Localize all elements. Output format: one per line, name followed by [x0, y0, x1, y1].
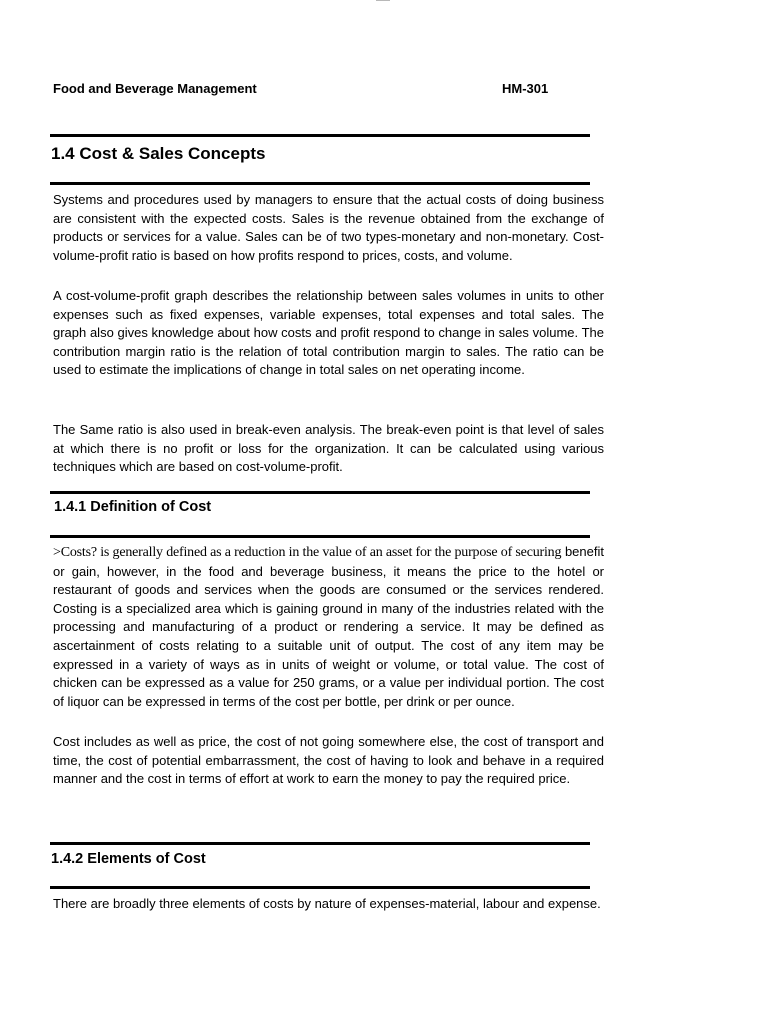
definition-body-text: benefit or gain, however, in the food and beverage business, it means the price to the hotel or restaurant of goods and services when the goods are consumed or the services rendered. Costing is a specialized area which is gaining ground in many of the industries related with the processing and manufacturing of a product or rendering a service. It may be defined as ascertainment of costs relating to a suitable unit of output. The cost of any item may be expressed in a variety of ways as in units of weight or volume, or total value. The cost of chicken can be expressed as a value for 250 grams, or a value per individual portion. The cost of liquor can be expressed in terms of the cost per bottle, per drink or per ounce.	[53, 544, 604, 709]
definition-lead-text: >Costs? is generally defined as a reduction in the value of an asset for the purpose of securing	[53, 545, 562, 560]
subsection-1-heading: 1.4.1 Definition of Cost	[54, 499, 212, 515]
top-page-mark	[376, 0, 390, 1]
subsection-1-rule-bottom	[50, 535, 590, 538]
section-paragraph-3: The Same ratio is also used in break-even analysis. The break-even point is that level of sales at which there is no profit or loss for the organization. It can be calculated using various techniques which are based on cost-volume-profit.	[53, 422, 604, 475]
course-code: HM-301	[502, 81, 549, 96]
section-paragraph-2: A cost-volume-profit graph describes the relationship between sales volumes in units to other expenses such as fixed expenses, variable expenses, total expenses and total sales. The graph also gives knowledge about how costs and profit respond to change in sales volume. The contribution margin ratio is the relation of total contribution margin to sales. The ratio can be used to estimate the implications of change in total sales on net operating income.	[53, 288, 604, 378]
subsection-2-rule-bottom	[50, 886, 590, 889]
subsection-1-paragraph-2: Cost includes as well as price, the cost of not going somewhere else, the cost of transport and time, the cost of potential embarrassment, the cost of having to look and behave in a required manner and the cost in terms of effort at work to earn the money to pay the required price.	[53, 734, 604, 787]
subsection-2-rule-top	[50, 842, 590, 845]
subsection-2-paragraph-1: There are broadly three elements of costs by nature of expenses-material, labour and expense.	[53, 896, 601, 911]
section-rule-top	[50, 134, 590, 137]
subsection-1-rule-top	[50, 491, 590, 494]
subsection-1-paragraph-1	[53, 543, 604, 711]
section-rule-bottom	[50, 182, 590, 185]
section-paragraph-1: Systems and procedures used by managers to ensure that the actual costs of doing business are consistent with the expected costs. Sales is the revenue obtained from the exchange of products or services for a value. Sales can be of two types-monetary and non-monetary. Cost-volume-profit ratio is based on how profits respond to prices, costs, and volume.	[53, 192, 604, 263]
section-heading: 1.4 Cost & Sales Concepts	[51, 144, 266, 163]
subsection-2-heading: 1.4.2 Elements of Cost	[51, 851, 206, 867]
course-title: Food and Beverage Management	[53, 81, 257, 96]
